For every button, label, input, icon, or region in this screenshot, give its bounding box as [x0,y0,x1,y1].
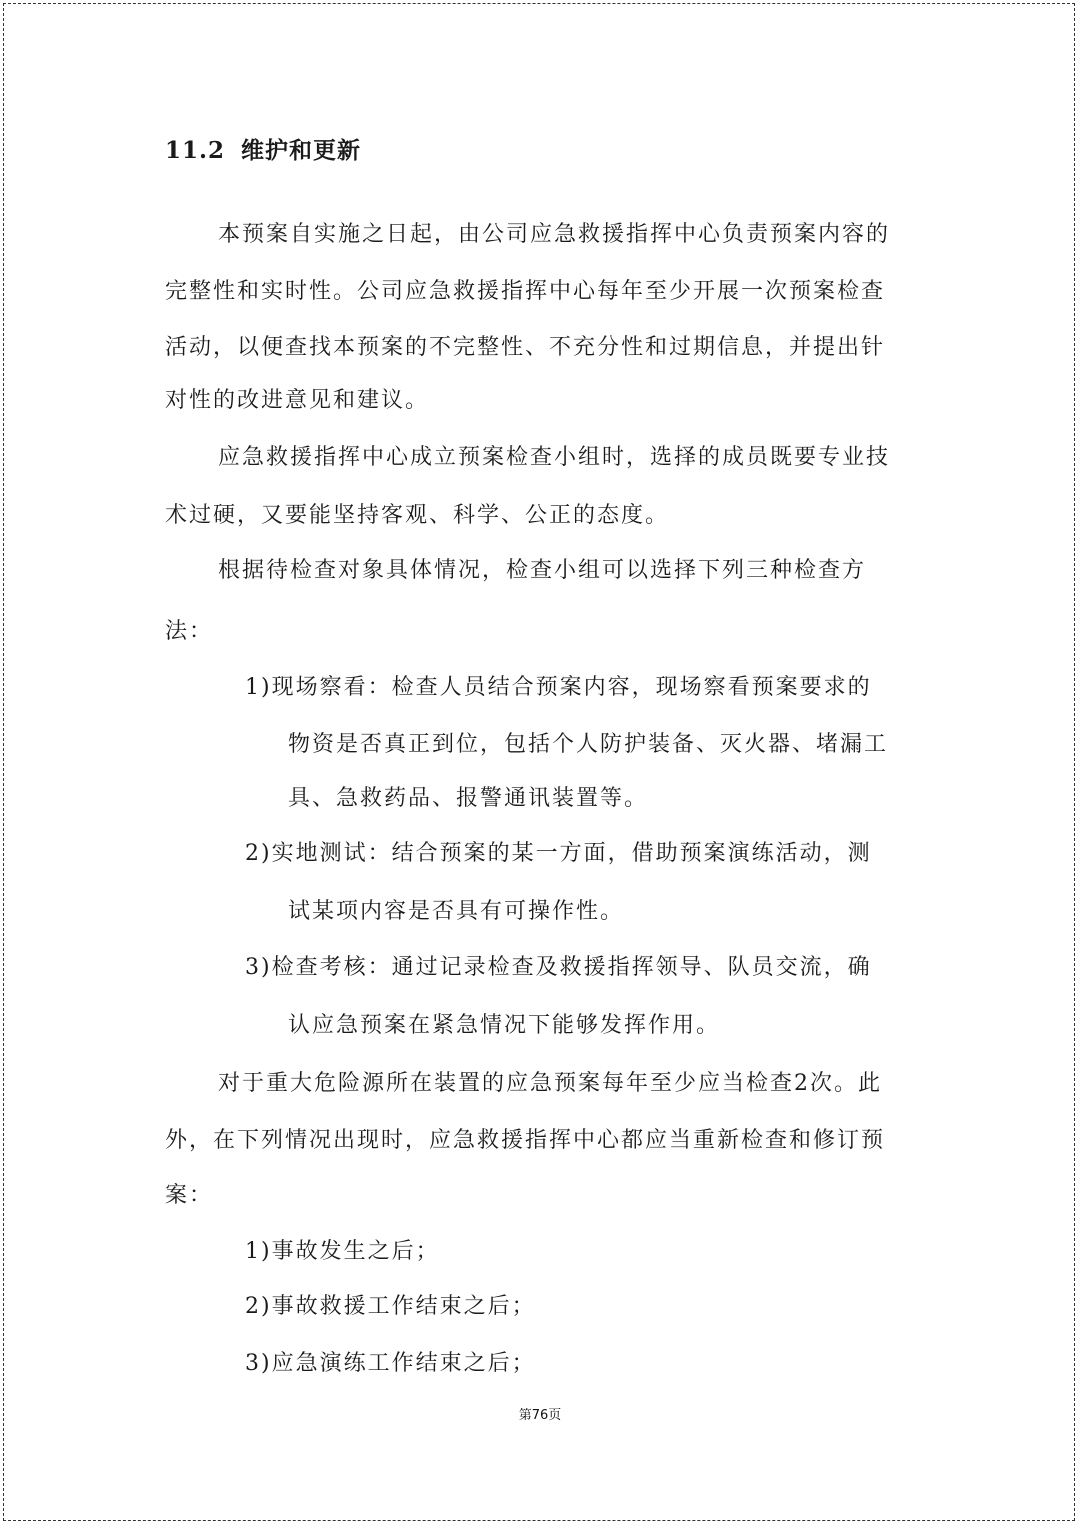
list-item: 2)实地测试：结合预案的某一方面，借助预案演练活动，测 [245,841,872,866]
section-title: 维护和更新 [241,137,362,164]
paragraph-line: 外，在下列情况出现时，应急救援指挥中心都应当重新检查和修订预 [165,1128,886,1153]
list-item-continuation: 具、急救药品、报警通讯装置等。 [288,786,649,811]
paragraph-line: 根据待检查对象具体情况，检查小组可以选择下列三种检查方 [218,558,867,583]
paragraph-line: 术过硬，又要能坚持客观、科学、公正的态度。 [165,503,670,528]
list-item-continuation: 认应急预案在紧急情况下能够发挥作用。 [288,1013,721,1038]
list-item: 2)事故救援工作结束之后； [245,1294,536,1319]
paragraph-line: 案： [165,1183,214,1208]
list-item: 1)事故发生之后； [245,1239,440,1264]
paragraph-line: 法： [165,619,214,644]
list-item: 3)检查考核：通过记录检查及救援指挥领导、队员交流，确 [245,955,872,980]
page-number: 第76页 [518,1408,562,1423]
paragraph-line: 活动，以便查找本预案的不完整性、不充分性和过期信息，并提出针 [165,335,886,360]
list-item-continuation: 物资是否真正到位，包括个人防护装备、灭火器、堵漏工 [288,732,889,757]
section-number: 11.2 [165,137,226,164]
list-item: 3)应急演练工作结束之后； [245,1351,536,1376]
list-item-continuation: 试某项内容是否具有可操作性。 [288,899,625,924]
paragraph-line: 对性的改进意见和建议。 [165,388,430,413]
paragraph-line: 本预案自实施之日起，由公司应急救援指挥中心负责预案内容的 [218,222,891,247]
paragraph-line: 完整性和实时性。公司应急救援指挥中心每年至少开展一次预案检查 [165,279,886,304]
paragraph-line: 应急救援指挥中心成立预案检查小组时，选择的成员既要专业技 [218,445,891,470]
list-item: 1)现场察看：检查人员结合预案内容，现场察看预案要求的 [245,675,872,700]
paragraph-line: 对于重大危险源所在装置的应急预案每年至少应当检查2次。此 [218,1071,882,1096]
section-heading [165,132,361,165]
